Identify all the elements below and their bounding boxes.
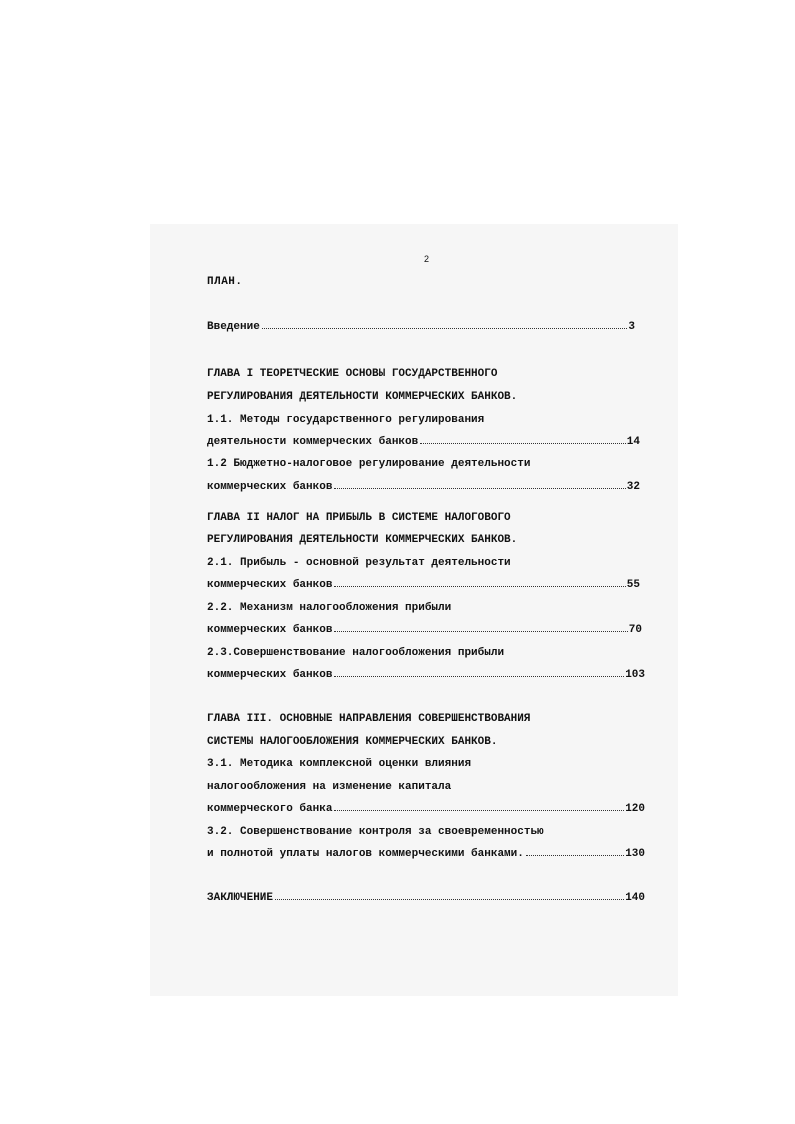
dot-leader [334, 810, 624, 811]
toc-entry-label: коммерческого банка [207, 803, 333, 815]
toc-entry-label: Введение [207, 321, 260, 333]
toc-entry-label: ЗАКЛЮЧЕНИЕ [207, 892, 274, 904]
toc-entry-label: деятельности коммерческих банков [207, 436, 419, 448]
toc-entry-1-2 [207, 480, 640, 494]
page-title: ПЛАН. [207, 276, 243, 288]
toc-entry-intro [207, 320, 635, 334]
section-2-1-line-1: 2.1. Прибыль - основной результат деятельности [207, 557, 511, 569]
toc-entry-conclusion [207, 891, 645, 905]
dot-leader [420, 443, 626, 444]
chapter-1-heading-line-2: РЕГУЛИРОВАНИЯ ДЕЯТЕЛЬНОСТИ КОММЕРЧЕСКИХ БАНКОВ. [207, 391, 518, 403]
chapter-1-heading-line-1: ГЛАВА I ТЕОРЕТЧЕСКИЕ ОСНОВЫ ГОСУДАРСТВЕННОГО [207, 368, 498, 380]
dot-leader [334, 676, 624, 677]
toc-entry-2-2 [207, 623, 642, 637]
toc-page-number: 103 [625, 669, 645, 681]
dot-leader [262, 328, 628, 329]
toc-page-number: 120 [625, 803, 645, 815]
toc-entry-label: и полнотой уплаты налогов коммерческими банками. [207, 848, 524, 860]
section-2-2-line-1: 2.2. Механизм налогообложения прибыли [207, 602, 452, 614]
dot-leader [334, 586, 625, 587]
section-1-1-line-1: 1.1. Методы государственного регулирования [207, 414, 485, 426]
toc-page-number: 3 [628, 321, 635, 333]
dot-leader [334, 488, 625, 489]
toc-page-number: 130 [625, 848, 645, 860]
toc-page-number: 32 [626, 481, 640, 493]
toc-entry-3-1 [207, 802, 645, 816]
dot-leader [526, 855, 624, 856]
toc-entry-label: коммерческих банков [207, 579, 333, 591]
toc-entry-label: коммерческих банков [207, 481, 333, 493]
toc-entry-2-1 [207, 578, 640, 592]
chapter-2-heading-line-1: ГЛАВА II НАЛОГ НА ПРИБЫЛЬ В СИСТЕМЕ НАЛОГОВОГО [207, 512, 511, 524]
section-3-1-line-1: 3.1. Методика комплексной оценки влияния [207, 758, 472, 770]
section-1-2-line-1: 1.2 Бюджетно-налоговое регулирование деятельности [207, 458, 531, 470]
chapter-2-heading-line-2: РЕГУЛИРОВАНИЯ ДЕЯТЕЛЬНОСТИ КОММЕРЧЕСКИХ БАНКОВ. [207, 534, 518, 546]
section-3-1-line-2: налогообложения на изменение капитала [207, 781, 452, 793]
section-2-3-line-1: 2.3.Совершенствование налогообложения прибыли [207, 647, 505, 659]
chapter-3-heading-line-1: ГЛАВА III. ОСНОВНЫЕ НАПРАВЛЕНИЯ СОВЕРШЕНСТВОВАНИЯ [207, 713, 531, 725]
toc-entry-1-1 [207, 435, 640, 449]
toc-page-number: 55 [626, 579, 640, 591]
toc-page-number: 14 [626, 436, 640, 448]
section-3-2-line-1: 3.2. Совершенствование контроля за своевременностью [207, 826, 544, 838]
toc-entry-label: коммерческих банков [207, 624, 333, 636]
dot-leader [275, 899, 624, 900]
chapter-3-heading-line-2: СИСТЕМЫ НАЛОГООБЛОЖЕНИЯ КОММЕРЧЕСКИХ БАНКОВ. [207, 736, 498, 748]
dot-leader [334, 631, 627, 632]
toc-page-number: 140 [625, 892, 645, 904]
toc-entry-label: коммерческих банков [207, 669, 333, 681]
toc-entry-3-2 [207, 847, 645, 861]
page-number: 2 [424, 254, 430, 264]
toc-entry-2-3 [207, 668, 645, 682]
toc-page-number: 70 [628, 624, 642, 636]
